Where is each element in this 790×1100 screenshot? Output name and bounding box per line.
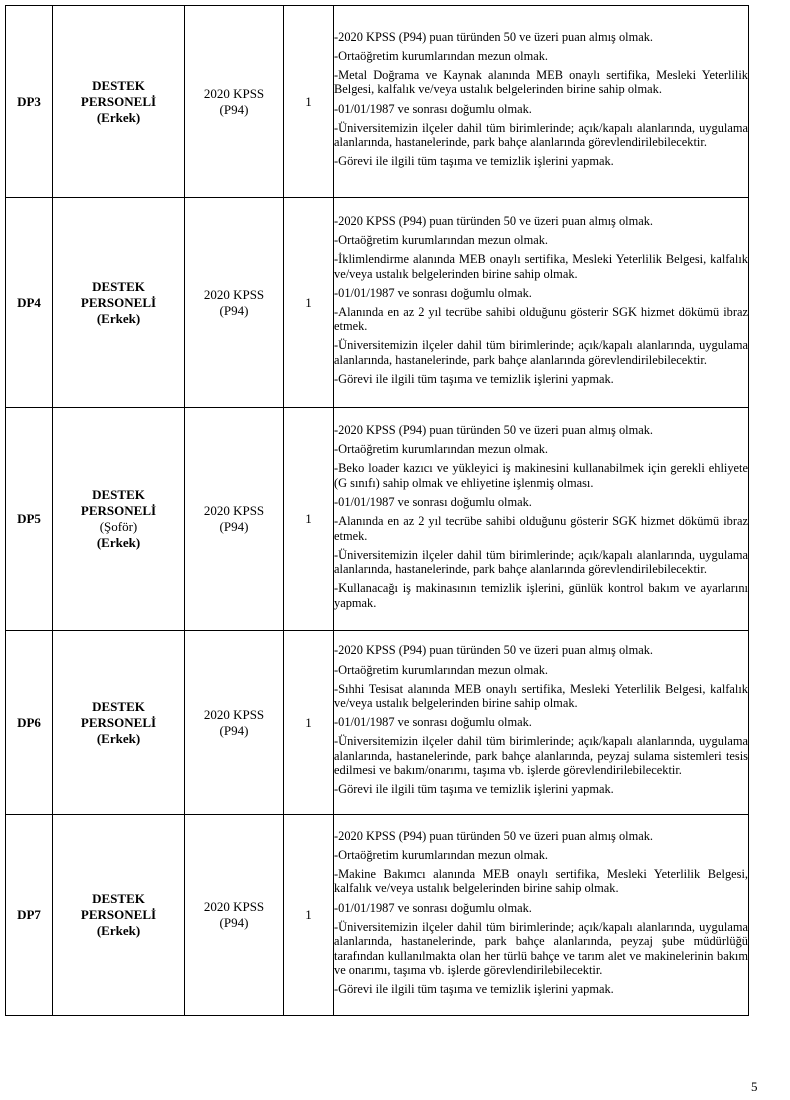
requirement-item: -Ortaöğretim kurumlarından mezun olmak. <box>334 233 549 248</box>
requirement-item: -Ortaöğretim kurumlarından mezun olmak. <box>334 662 549 677</box>
requirement-item: -2020 KPSS (P94) puan türünden 50 ve üzeri puan almış olmak. <box>334 213 654 228</box>
requirement-item: -01/01/1987 ve sonrası doğumlu olmak. <box>334 900 532 915</box>
requirements-cell <box>334 408 749 631</box>
exam-label: (P94) <box>219 915 249 930</box>
requirements-cell <box>334 631 749 815</box>
position-title-line: DESTEK <box>92 891 145 906</box>
position-subtitle: (Şoför) <box>99 519 138 534</box>
requirements-cell <box>334 6 749 198</box>
position-count: 1 <box>284 198 334 408</box>
requirement-item: -Üniversitemizin ilçeler dahil tüm birimlerinde; açık/kapalı alanlarında, uygulama alanlarında, hastanelerinde, park bahçe alanlarında, peyzaj şube müdürlüğü tarafından kullanılmakta olan her türlü bahçe ve tarım alet ve makinelerinin bakım ve onarımı, taşıma vb. işlerde görevlendirilebilecektir. <box>334 919 748 978</box>
position-code: DP7 <box>6 815 53 1016</box>
requirement-item: -Alanında en az 2 yıl tecrübe sahibi olduğunu gösterir SGK hizmet dökümü ibraz etmek. <box>334 514 748 543</box>
exam-label: 2020 KPSS <box>203 85 265 101</box>
table-row <box>6 815 749 1016</box>
position-count: 1 <box>284 815 334 1016</box>
position-title-line: PERSONELİ <box>80 714 157 730</box>
position-count: 1 <box>284 631 334 815</box>
position-count: 1 <box>284 6 334 198</box>
position-gender: (Erkek) <box>96 109 141 125</box>
requirements-cell <box>334 198 749 408</box>
position-title-line: PERSONELİ <box>80 503 157 518</box>
requirement-item: -İklimlendirme alanında MEB onaylı sertifika, Mesleki Yeterlilik Belgesi, kalfalık ve/veya ustalık belgelerinden birine sahip olmak. <box>334 252 748 281</box>
requirement-item: -Görevi ile ilgili tüm taşıma ve temizlik işlerini yapmak. <box>334 154 614 169</box>
requirement-item: -Üniversitemizin ilçeler dahil tüm birimlerinde; açık/kapalı alanlarında, uygulama alanlarında, hastanelerinde, park bahçe alanlarında görevlendirilebilecektir. <box>334 338 748 367</box>
requirement-item: -Üniversitemizin ilçeler dahil tüm birimlerinde; açık/kapalı alanlarında, uygulama alanlarında, hastanelerinde, park bahçe alanlarında, peyzaj sulama sistemleri tesis edilmesi ve bakım/onarımı, taşıma vb. işlerde görevlendirilebilecektir. <box>334 734 748 778</box>
exam-label: (P94) <box>219 101 249 117</box>
requirement-item: -Alanında en az 2 yıl tecrübe sahibi olduğunu gösterir SGK hizmet dökümü ibraz etmek. <box>334 304 748 334</box>
exam-cell <box>185 408 284 631</box>
table-row <box>6 6 749 198</box>
exam-cell <box>185 6 284 198</box>
requirement-item: -Üniversitemizin ilçeler dahil tüm birimlerinde; açık/kapalı alanlarında, uygulama alanlarında, hastanelerinde, park bahçe alanlarında görevlendirilebilecektir. <box>334 547 748 577</box>
requirement-item: -Metal Doğrama ve Kaynak alanında MEB onaylı sertifika, Mesleki Yeterlilik Belgesi, kalfalık ve/veya ustalık belgelerinden birine sahip olmak. <box>334 67 748 97</box>
exam-label: (P94) <box>219 722 249 738</box>
position-title-line: DESTEK <box>92 77 145 93</box>
exam-label: (P94) <box>219 519 249 534</box>
position-title-cell <box>53 6 185 198</box>
requirement-item: -01/01/1987 ve sonrası doğumlu olmak. <box>334 101 532 116</box>
requirements-cell <box>334 815 749 1016</box>
position-gender: (Erkek) <box>96 730 141 746</box>
requirement-item: -Sıhhi Tesisat alanında MEB onaylı sertifika, Mesleki Yeterlilik Belgesi, kalfalık ve/veya ustalık belgelerinden birine sahip olmak. <box>334 681 748 711</box>
position-code: DP3 <box>6 6 53 198</box>
requirement-item: -Ortaöğretim kurumlarından mezun olmak. <box>334 442 549 457</box>
requirement-item: -Üniversitemizin ilçeler dahil tüm birimlerinde; açık/kapalı alanlarında, uygulama alanlarında, hastanelerinde, park bahçe alanlarında görevlendirilebilecektir. <box>334 120 748 150</box>
table-row <box>6 198 749 408</box>
requirement-item: -2020 KPSS (P94) puan türünden 50 ve üzeri puan almış olmak. <box>334 423 654 438</box>
exam-label: 2020 KPSS <box>203 286 265 302</box>
table-row <box>6 631 749 815</box>
requirement-item: -2020 KPSS (P94) puan türünden 50 ve üzeri puan almış olmak. <box>334 643 654 658</box>
requirement-item: -Beko loader kazıcı ve yükleyici iş makinesini kullanabilmek için gerekli ehliyete (G sınıfı) sahip olmak ve ehliyetine işlenmiş olması. <box>334 461 748 490</box>
requirement-item: -Kullanacağı iş makinasının temizlik işlerini, günlük kontrol bakım ve ayarlarını yapmak. <box>334 581 748 610</box>
position-code: DP5 <box>6 408 53 631</box>
requirement-item: -Görevi ile ilgili tüm taşıma ve temizlik işlerini yapmak. <box>334 782 614 797</box>
position-gender: (Erkek) <box>96 535 141 550</box>
position-gender: (Erkek) <box>96 923 141 938</box>
requirement-item: -2020 KPSS (P94) puan türünden 50 ve üzeri puan almış olmak. <box>334 828 654 843</box>
position-title-line: PERSONELİ <box>80 294 157 310</box>
position-title-line: PERSONELİ <box>80 93 157 109</box>
exam-label: 2020 KPSS <box>203 503 265 518</box>
position-title-cell <box>53 198 185 408</box>
position-title-cell <box>53 815 185 1016</box>
position-count: 1 <box>284 408 334 631</box>
position-title-cell <box>53 408 185 631</box>
position-title-line: DESTEK <box>92 278 145 294</box>
exam-label: 2020 KPSS <box>203 899 265 914</box>
position-title-line: DESTEK <box>92 487 145 502</box>
position-title-line: PERSONELİ <box>80 907 157 922</box>
position-code: DP6 <box>6 631 53 815</box>
position-code: DP4 <box>6 198 53 408</box>
requirement-item: -Görevi ile ilgili tüm taşıma ve temizlik işlerini yapmak. <box>334 982 614 997</box>
table-row <box>6 408 749 631</box>
exam-label: 2020 KPSS <box>203 706 265 722</box>
requirement-item: -01/01/1987 ve sonrası doğumlu olmak. <box>334 715 532 730</box>
position-gender: (Erkek) <box>96 310 141 326</box>
position-title-cell <box>53 631 185 815</box>
positions-table <box>5 5 749 1016</box>
exam-label: (P94) <box>219 302 249 318</box>
requirement-item: -01/01/1987 ve sonrası doğumlu olmak. <box>334 285 532 300</box>
requirement-item: -Ortaöğretim kurumlarından mezun olmak. <box>334 847 549 862</box>
exam-cell <box>185 815 284 1016</box>
requirement-item: -Ortaöğretim kurumlarından mezun olmak. <box>334 48 549 63</box>
requirement-item: -Makine Bakımcı alanında MEB onaylı sertifika, Mesleki Yeterlilik Belgesi, kalfalık ve/veya ustalık belgelerinden birine sahip olmak. <box>334 866 748 896</box>
exam-cell <box>185 631 284 815</box>
requirement-item: -01/01/1987 ve sonrası doğumlu olmak. <box>334 494 532 509</box>
exam-cell <box>185 198 284 408</box>
requirement-item: -2020 KPSS (P94) puan türünden 50 ve üzeri puan almış olmak. <box>334 29 654 44</box>
page-number: 5 <box>751 1079 758 1094</box>
requirement-item: -Görevi ile ilgili tüm taşıma ve temizlik işlerini yapmak. <box>334 371 614 386</box>
position-title-line: DESTEK <box>92 698 145 714</box>
